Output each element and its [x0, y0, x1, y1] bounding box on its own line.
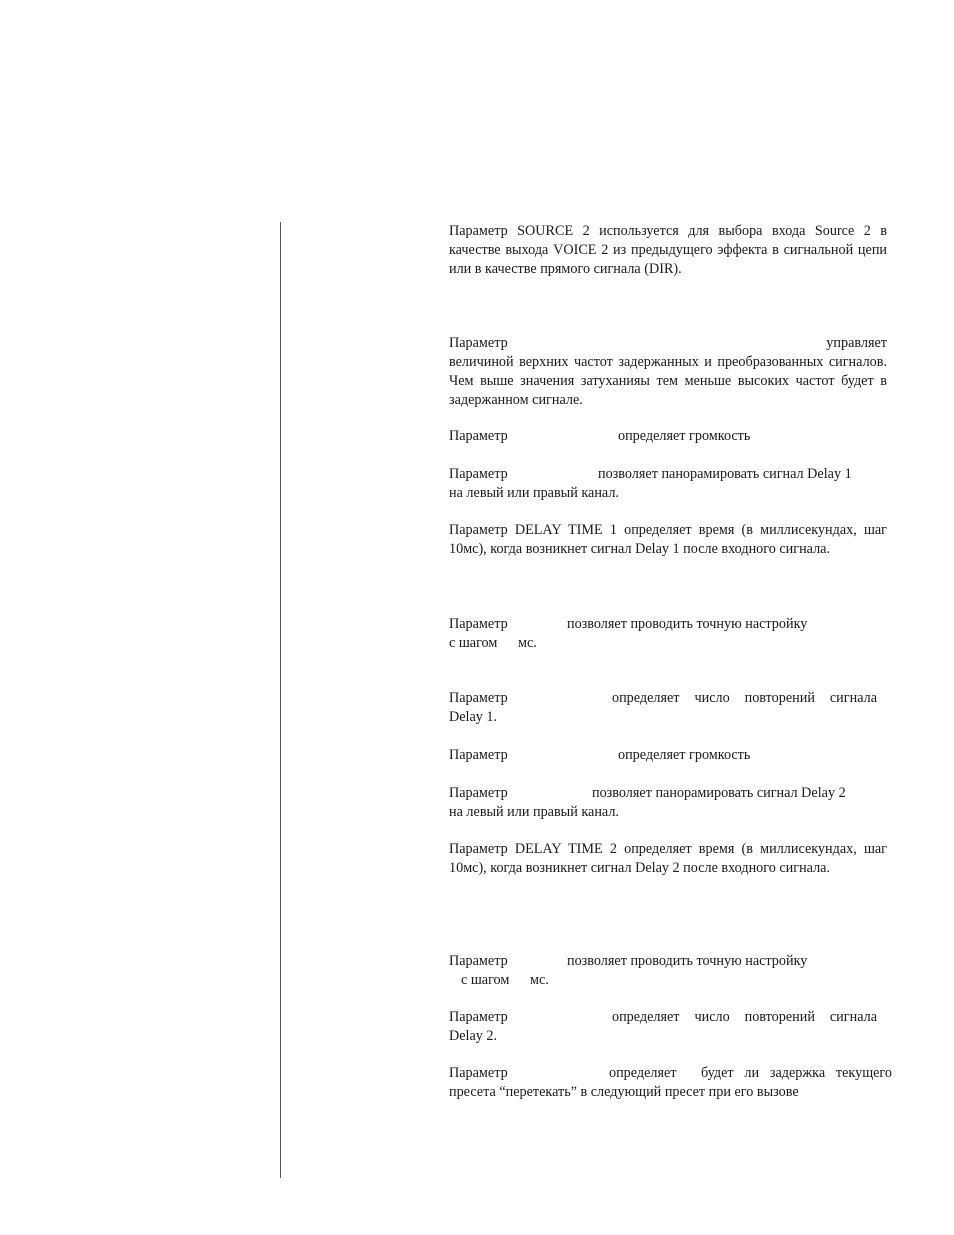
paragraph-source2: Параметр SOURCE 2 используется для выбора входа Source 2 в качестве выхода VOICE 2 из предыдущего эффекта в сигнальной цепи или в качестве прямого сигнала (DIR).: [449, 223, 887, 277]
paragraph-fine2: Параметр позволяет проводить точную настройку с шагом мс.: [449, 953, 808, 988]
paragraph-pan1: Параметр позволяет панорамировать сигнал Delay 1 на левый или правый канал.: [449, 466, 852, 501]
paragraph-delaytime1: Параметр DELAY TIME 1 определяет время (в миллисекундах, шаг 10мс), когда возникнет сигнал Delay 1 после входного сигнала.: [449, 522, 887, 557]
paragraph-delaytime2: Параметр DELAY TIME 2 определяет время (в миллисекундах, шаг 10мс), когда возникнет сигнал Delay 2 после входного сигнала.: [449, 841, 887, 876]
paragraph-feedback1: Параметр определяет число повторений сигнала Delay 1.: [449, 690, 877, 725]
paragraph-level2: Параметр определяет громкость: [449, 747, 751, 763]
paragraph-damping: Параметр управляет величиной верхних частот задержанных и преобразованных сигналов. Чем выше значения затуханияы тем меньше высоких частот будет в задержанном сигнале.: [449, 335, 887, 408]
paragraph-feedback2: Параметр определяет число повторений сигнала Delay 2.: [449, 1009, 877, 1044]
paragraph-level1: Параметр определяет громкость: [449, 428, 751, 444]
margin-rule: [280, 222, 281, 1178]
paragraph-pan2: Параметр позволяет панорамировать сигнал Delay 2 на левый или правый канал.: [449, 785, 846, 820]
paragraph-fine1: Параметр позволяет проводить точную настройку с шагом мс.: [449, 616, 808, 651]
paragraph-spillover: Параметр определяет будет ли задержка текущего пресета “перетекать” в следующий пресет при его вызове: [449, 1065, 892, 1100]
